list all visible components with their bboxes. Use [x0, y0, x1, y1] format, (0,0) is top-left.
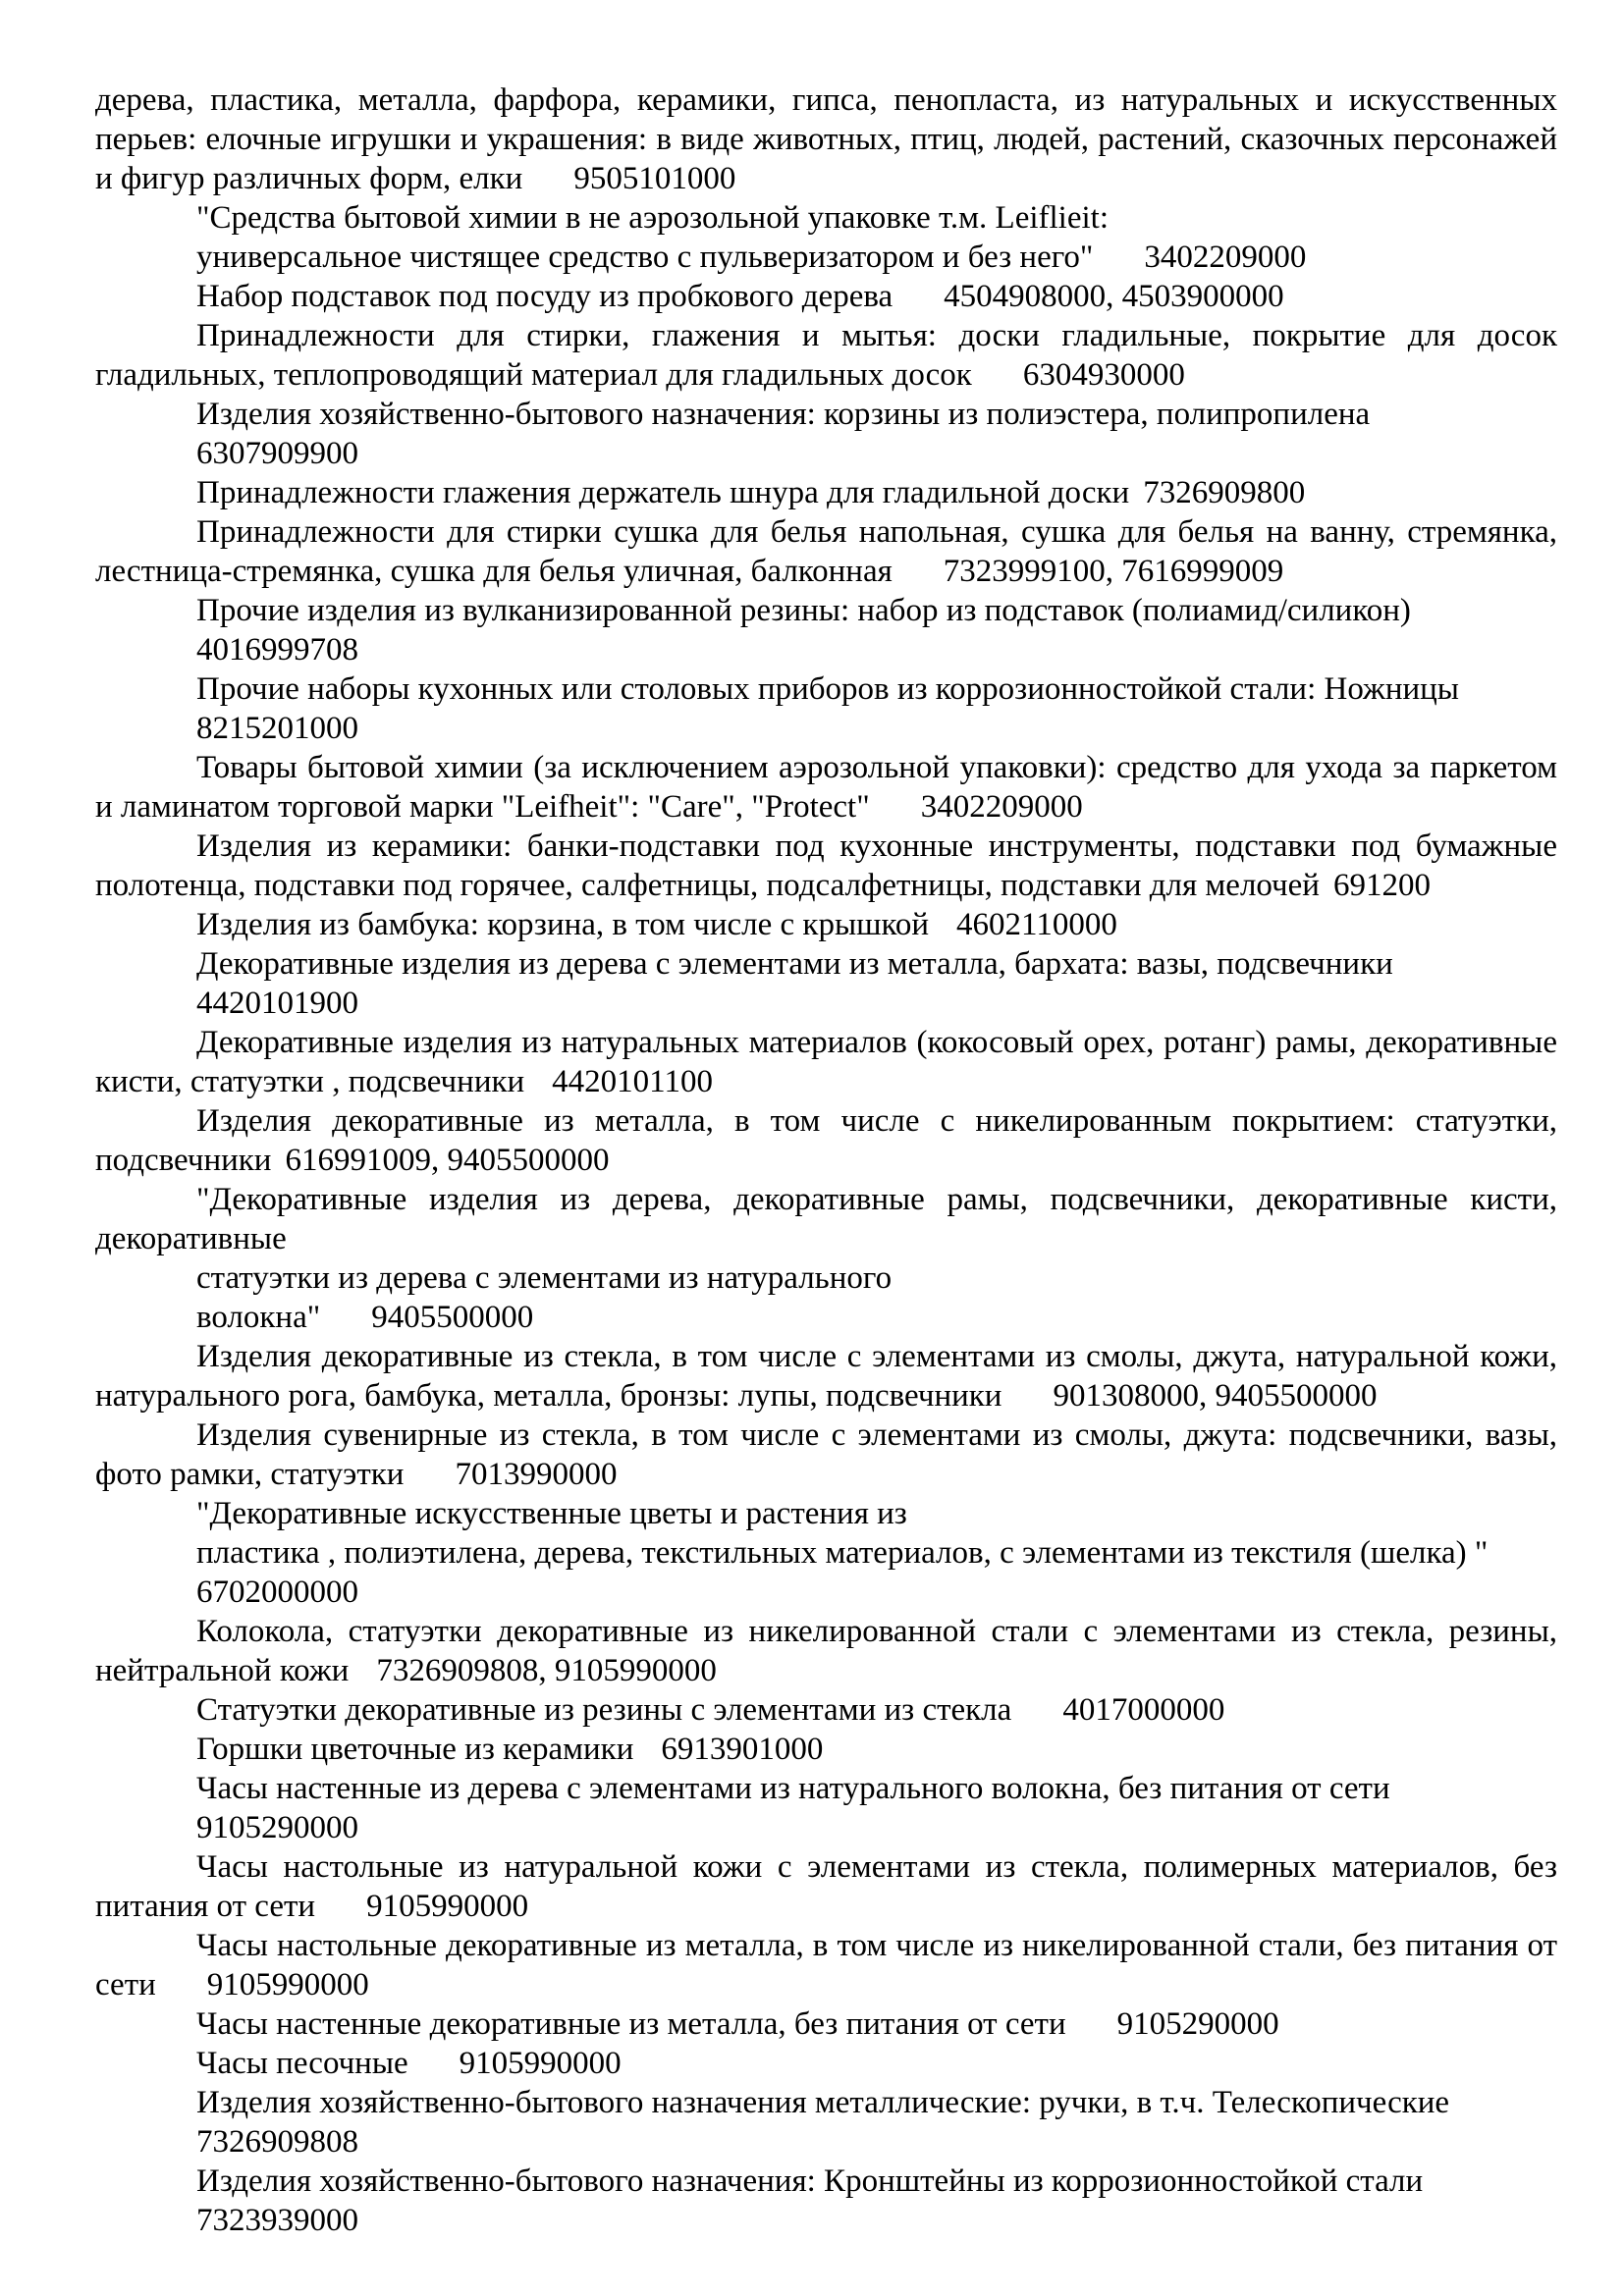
entry-code: 6702000000 [196, 1575, 358, 1610]
tab-gap [522, 187, 573, 188]
catalog-entry [95, 1494, 1557, 1533]
catalog-entry [95, 748, 1557, 827]
entry-code: 901308000, 9405500000 [1053, 1378, 1378, 1414]
entry-description: Часы настольные из натуральной кожи с элементами из стекла, полимерных материалов, без питания от сети [95, 1849, 1557, 1924]
catalog-entry [95, 1337, 1557, 1415]
entry-description: Часы настольные декоративные из металла, в том числе из никелированной стали, без питания от сети [95, 1928, 1557, 2002]
entry-code-line [95, 2201, 1557, 2240]
entry-description: Изделия хозяйственно-бытового назначения: Кронштейны из коррозионностойкой стали [196, 2163, 1424, 2199]
catalog-entry [95, 473, 1557, 512]
entry-description: Декоративные изделия из дерева с элементами из металла, бархата: вазы, подсвечники [196, 946, 1393, 982]
catalog-entry [95, 591, 1557, 630]
entry-code: 616991009, 9405500000 [285, 1143, 610, 1178]
catalog-entry [95, 1415, 1557, 1494]
entry-description: Принадлежности для стирки, глажения и мытья: доски гладильные, покрытие для досок гладильных, теплопроводящий материал для гладильных досок [95, 318, 1557, 393]
entry-code: 6304930000 [1022, 357, 1185, 393]
entry-description: статуэтки из дерева с элементами из натурального [196, 1260, 893, 1296]
entry-code: 6307909900 [196, 436, 358, 471]
entry-code: 3402209000 [920, 789, 1083, 825]
tab-gap [349, 1680, 376, 1681]
tab-gap [1129, 502, 1143, 503]
catalog-entry [95, 1926, 1557, 2004]
catalog-entry [95, 1847, 1557, 1926]
catalog-entry [95, 1023, 1557, 1101]
entry-description: Прочие наборы кухонных или столовых приборов из коррозионностойкой стали: Ножницы [196, 671, 1459, 707]
entry-description: пластика , полиэтилена, дерева, текстильных материалов, с элементами из текстиля (шелка) " [196, 1535, 1489, 1571]
tab-gap [1066, 2033, 1117, 2034]
tab-gap [1320, 894, 1333, 895]
catalog-entry [95, 316, 1557, 395]
tab-gap [1001, 1405, 1053, 1406]
catalog-entry [95, 395, 1557, 434]
entry-code: 9105290000 [1116, 2006, 1279, 2042]
tab-gap [870, 816, 921, 817]
entry-code: 9105990000 [206, 1967, 369, 2002]
entry-code: 7326909808, 9105990000 [376, 1653, 717, 1688]
catalog-entry [95, 944, 1557, 984]
entry-code: 7326909800 [1143, 475, 1306, 510]
entry-description: Часы настенные декоративные из металла, без питания от сети [196, 2006, 1066, 2042]
entry-code: 4504908000, 4503900000 [944, 279, 1284, 314]
entry-code: 7323939000 [196, 2203, 358, 2238]
entry-code-line [95, 1573, 1557, 1612]
tab-gap [893, 580, 944, 581]
tab-gap [1093, 266, 1144, 267]
entry-code: 9405500000 [371, 1300, 534, 1335]
tab-gap [1011, 1719, 1062, 1720]
entry-code-line [95, 984, 1557, 1023]
entry-code: 4602110000 [956, 907, 1117, 942]
entry-code: 6913901000 [661, 1732, 824, 1767]
catalog-entry [95, 277, 1557, 316]
entry-description: Декоративные изделия из натуральных материалов (кокосовый орех, ротанг) рамы, декоративные кисти, статуэтки , подсвечники [95, 1025, 1557, 1099]
catalog-entry [95, 827, 1557, 905]
entry-description: Изделия из бамбука: корзина, в том числе с крышкой [196, 907, 930, 942]
entry-description: Изделия хозяйственно-бытового назначения: корзины из полиэстера, полипропилена [196, 397, 1371, 432]
entry-description: Товары бытовой химии (за исключением аэрозольной упаковки): средство для ухода за паркетом и ламинатом торговой марки "Leifheit": "Care", "Protect" [95, 750, 1557, 825]
tab-gap [404, 1483, 455, 1484]
entry-description: "Средства бытовой химии в не аэрозольной упаковке т.м. Leiflieit: [196, 200, 1109, 236]
entry-code: 4420101900 [196, 986, 358, 1021]
catalog-entry [95, 2004, 1557, 2044]
catalog-entry [95, 80, 1557, 198]
entry-description: Принадлежности для стирки сушка для белья напольная, сушка для белья на ванну, стремянка, лестница-стремянка, сушка для белья уличная, балконная [95, 514, 1557, 589]
catalog-entry [95, 2083, 1557, 2122]
entry-code: 9505101000 [573, 161, 736, 196]
entry-description: волокна" [196, 1300, 321, 1335]
catalog-entry [95, 669, 1557, 709]
tab-gap [315, 1915, 366, 1916]
catalog-entry [95, 905, 1557, 944]
entry-code-line [95, 630, 1557, 669]
catalog-entry [95, 1180, 1557, 1258]
entry-description: Колокола, статуэтки декоративные из никелированной стали с элементами из стекла, резины, нейтральной кожи [95, 1614, 1557, 1688]
entry-description: Прочие изделия из вулканизированной резины: набор из подставок (полиамид/силикон) [196, 593, 1411, 628]
entry-code-line [95, 2122, 1557, 2162]
catalog-entry [95, 2162, 1557, 2201]
entry-code: 8215201000 [196, 711, 358, 746]
tab-gap [320, 1326, 371, 1327]
catalog-entry [95, 1769, 1557, 1808]
catalog-entry [95, 1533, 1557, 1573]
entry-code: 7013990000 [455, 1457, 618, 1492]
entry-code: 7323999100, 7616999009 [943, 554, 1284, 589]
entry-description: Изделия из керамики: банки-подставки под кухонные инструменты, подставки под бумажные полотенца, подставки под горячее, салфетницы, подсалфетницы, подставки для мелочей [95, 828, 1557, 903]
entry-description: Часы песочные [196, 2046, 408, 2081]
goods-code-list [95, 80, 1557, 2240]
entry-code: 4420101100 [552, 1064, 713, 1099]
catalog-entry [95, 1612, 1557, 1690]
catalog-entry [95, 2044, 1557, 2083]
entry-description: Часы настенные из дерева с элементами из натурального волокна, без питания от сети [196, 1771, 1390, 1806]
catalog-entry [95, 1258, 1557, 1298]
entry-code: 9105990000 [366, 1889, 529, 1924]
entry-code: 9105990000 [459, 2046, 622, 2081]
entry-description: Изделия декоративные из стекла, в том числе с элементами из смолы, джута, натуральной кожи, натурального рога, бамбука, металла, бронзы: лупы, подсвечники [95, 1339, 1557, 1414]
entry-code: 691200 [1332, 868, 1431, 903]
entry-description: "Декоративные изделия из дерева, декоративные рамы, подсвечники, декоративные кисти, декоративные [95, 1182, 1557, 1256]
catalog-entry [95, 1690, 1557, 1730]
entry-code-line [95, 434, 1557, 473]
entry-description: Изделия хозяйственно-бытового назначения металлические: ручки, в т.ч. Телескопические [196, 2085, 1450, 2120]
entry-description: Изделия декоративные из металла, в том числе с никелированным покрытием: статуэтки, подсвечники [95, 1103, 1557, 1178]
entry-code: 4016999708 [196, 632, 358, 667]
catalog-entry [95, 1730, 1557, 1769]
catalog-entry [95, 198, 1557, 238]
entry-code: 7326909808 [196, 2124, 358, 2160]
entry-code: 4017000000 [1062, 1692, 1225, 1728]
entry-code-line [95, 1808, 1557, 1847]
entry-description: "Декоративные искусственные цветы и растения из [196, 1496, 907, 1531]
catalog-entry [95, 1298, 1557, 1337]
tab-gap [524, 1091, 552, 1092]
entry-code: 9105290000 [196, 1810, 358, 1845]
catalog-entry [95, 512, 1557, 591]
entry-description: дерева, пластика, металла, фарфора, керамики, гипса, пенопласта, из натуральных и искусственных перьев: елочные игрушки и украшения: в виде животных, птиц, людей, растений, сказочных персонажей и фигур различных форм, елки [95, 82, 1557, 196]
entry-code: 3402209000 [1144, 240, 1307, 275]
tab-gap [271, 1169, 285, 1170]
entry-description: Изделия сувенирные из стекла, в том числе с элементами из смолы, джута: подсвечники, вазы, фото рамки, статуэтки [95, 1417, 1557, 1492]
entry-code-line [95, 709, 1557, 748]
tab-gap [408, 2072, 460, 2073]
entry-description: Набор подставок под посуду из пробкового дерева [196, 279, 893, 314]
entry-description: универсальное чистящее средство с пульверизатором и без него" [196, 240, 1094, 275]
catalog-entry [95, 238, 1557, 277]
entry-description: Статуэтки декоративные из резины с элементами из стекла [196, 1692, 1012, 1728]
tab-gap [633, 1758, 661, 1759]
catalog-entry [95, 1101, 1557, 1180]
tab-gap [972, 384, 1023, 385]
entry-description: Горшки цветочные из керамики [196, 1732, 634, 1767]
tab-gap [156, 1994, 207, 1995]
tab-gap [893, 305, 944, 306]
entry-description: Принадлежности глажения держатель шнура для гладильной доски [196, 475, 1130, 510]
